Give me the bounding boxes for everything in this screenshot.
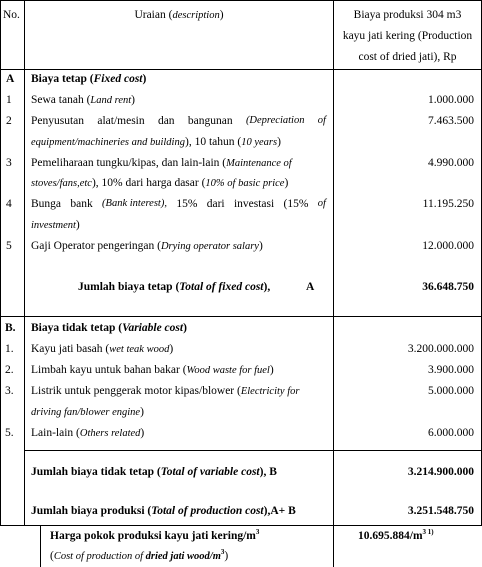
- production-total-bottom-border: [0, 525, 482, 526]
- row-a5-label: Gaji Operator pengeringan (Drying operator salary): [31, 240, 263, 252]
- production-total-value: 3.251.548.750: [407, 505, 474, 517]
- row-b3-value: 5.000.000: [428, 385, 474, 397]
- row-a1-value: 1.000.000: [428, 94, 474, 106]
- row-a5-value: 12.000.000: [422, 240, 474, 252]
- row-a2-line1: Penyusutan alat/mesin dan bangunan (Depreciation of: [31, 115, 326, 127]
- section-b-total-label: Jumlah biaya tidak tetap (Total of variable cost), B: [31, 466, 277, 478]
- unit-cost-value: $10.695.884/m^{3 1)}$: [358, 528, 434, 542]
- row-a3-line2: stoves/fans,etc), 10% dari harga dasar (10% of basic price): [31, 177, 289, 189]
- row-b2-no: 2.: [5, 364, 14, 376]
- row-a4-line2: investment): [31, 219, 80, 231]
- section-a-letter: A: [6, 73, 15, 85]
- row-b5-label: Lain-lain (Others related): [31, 427, 145, 439]
- col-no-divider: [24, 0, 25, 525]
- row-a1-no: 1: [6, 94, 12, 106]
- table-left-border: [0, 0, 1, 525]
- table-top-border: [0, 0, 482, 1]
- row-b2-value: 3.900.000: [428, 364, 474, 376]
- header-biaya-line3: cost of dried jati), Rp: [358, 51, 457, 63]
- section-a-total-letter: A: [306, 281, 315, 293]
- row-a3-value: 4.990.000: [428, 157, 474, 169]
- unit-cost-left-border: [40, 525, 41, 567]
- section-a-total-value: 36.648.750: [422, 281, 474, 293]
- row-b3-line2: driving fan/blower engine): [31, 406, 144, 418]
- row-b5-value: 6.000.000: [428, 427, 474, 439]
- section-b-total-value: 3.214.900.000: [407, 466, 474, 478]
- header-biaya-line1: Biaya produksi 304 m3: [353, 9, 462, 21]
- unit-cost-line1: Harga pokok produksi kayu jati kering/$m^3$: [50, 528, 260, 542]
- row-a1-label: Sewa tanah (Land rent): [31, 94, 136, 106]
- section-b-title: Biaya tidak tetap (Variable cost): [31, 322, 187, 334]
- production-total-label: Jumlah biaya produksi (Total of production cost),A+ B: [31, 505, 296, 517]
- row-a2-line2: equipment/machineries and building), 10 tahun (10 years): [31, 136, 281, 148]
- row-a5-no: 5: [6, 240, 12, 252]
- section-b-rows-bottom-border: [25, 450, 481, 451]
- section-a-title: Biaya tetap (Fixed cost): [31, 73, 147, 85]
- row-a4-line1: Bunga bank (Bank interest), 15% dari investasi (15% of: [31, 198, 326, 210]
- section-b-letter: B.: [5, 322, 16, 334]
- row-a3-line1: Pemeliharaan tungku/kipas, dan lain-lain (Maintenance of: [31, 157, 292, 169]
- row-b2-label: Limbah kayu untuk bahan bakar (Wood waste for fuel): [31, 364, 274, 376]
- row-a4-no: 4: [6, 198, 12, 210]
- header-no: No.: [3, 9, 20, 21]
- section-a-bottom-border: [0, 316, 482, 317]
- row-a2-value: 7.463.500: [428, 115, 474, 127]
- row-a4-value: 11.195.250: [422, 198, 474, 210]
- header-biaya-line2: kayu jati kering (Production: [342, 30, 473, 42]
- row-a2-no: 2: [6, 115, 12, 127]
- row-a3-no: 3: [6, 157, 12, 169]
- row-b1-label: Kayu jati basah (wet teak wood): [31, 343, 174, 355]
- section-a-total-label: Jumlah biaya tetap (Total of fixed cost),: [78, 281, 271, 293]
- header-bottom-border: [0, 69, 482, 70]
- row-b1-no: 1.: [5, 343, 14, 355]
- row-b3-line1: Listrik untuk penggerak motor kipas/blower (Electricity for: [31, 385, 300, 397]
- row-b1-value: 3.200.000.000: [407, 343, 474, 355]
- row-b3-no: 3.: [5, 385, 14, 397]
- unit-cost-line2: (Cost of production of dried jati wood/$m^3$): [50, 548, 229, 562]
- row-b5-no: 5.: [5, 427, 14, 439]
- header-uraian: Uraian (description): [134, 9, 224, 21]
